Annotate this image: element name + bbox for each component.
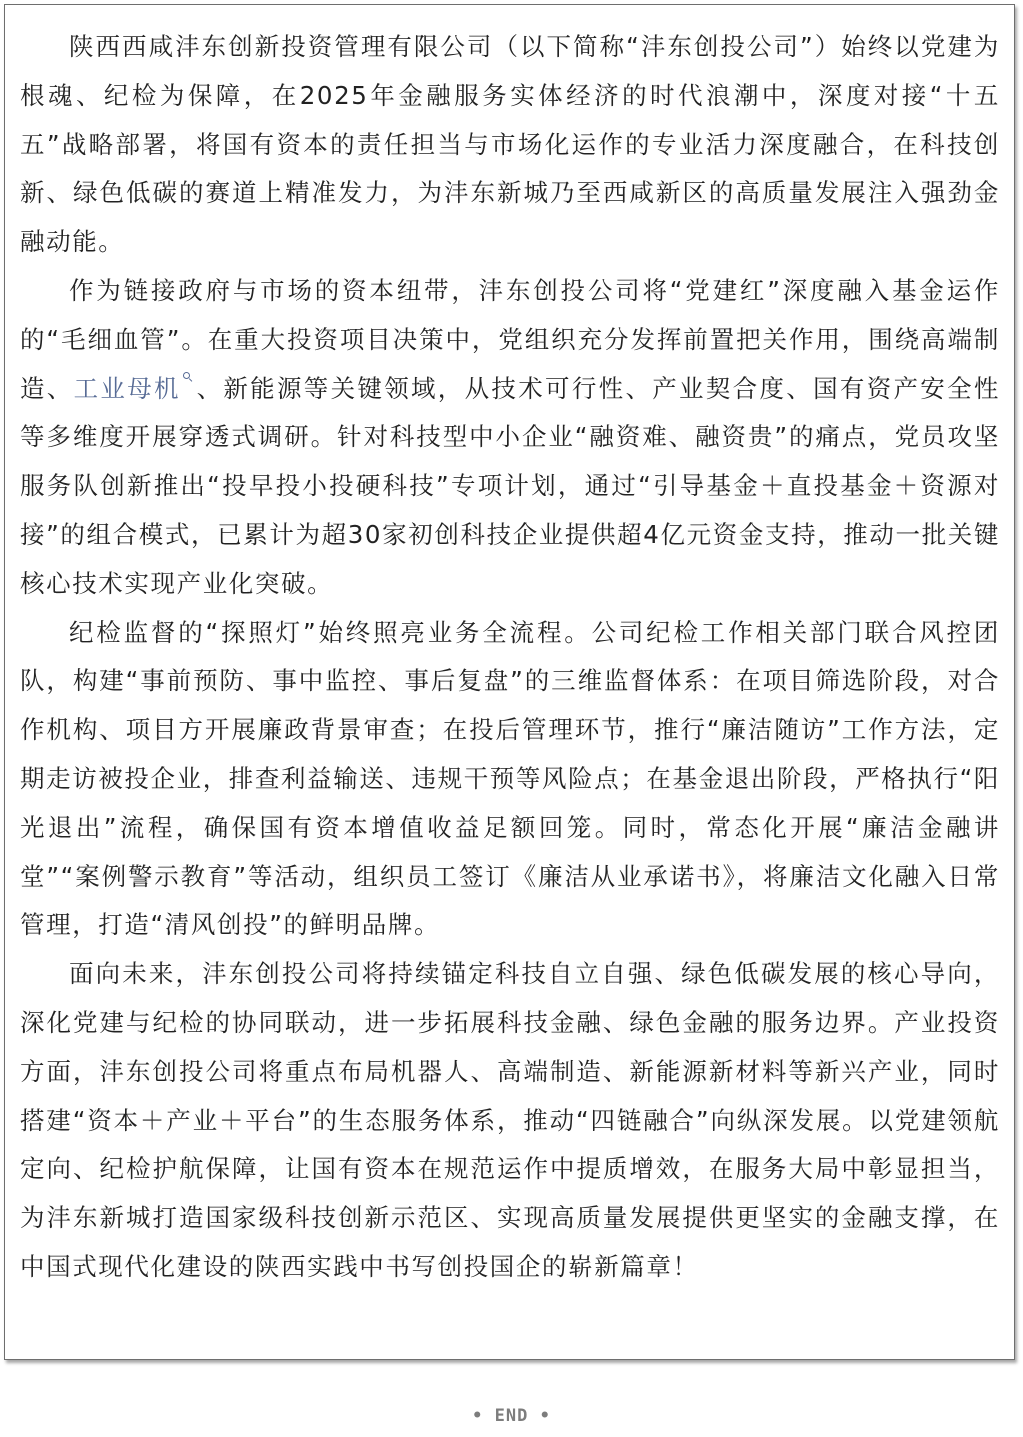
- paragraph-2-text-after: 、新能源等关键领域，从技术可行性、产业契合度、国有资产安全性等多维度开展穿透式调研。针对科技型中小企业“融资难、融资贵”的痛点，党员攻坚服务队创新推出“投早投小投硬科技”专项计划，通过“引导基金＋直投基金＋资源对接”的组合模式，已累计为超30家初创科技企业提供超4亿元资金支持，推动一批关键核心技术实现产业化突破。: [20, 373, 1001, 598]
- article-paragraph-4: 面向未来，沣东创投公司将持续锚定科技自立自强、绿色低碳发展的核心导向，深化党建与纪检的协同联动，进一步拓展科技金融、绿色金融的服务边界。产业投资方面，沣东创投公司将重点布局机器人、高端制造、新能源新材料等新兴产业，同时搭建“资本＋产业＋平台”的生态服务体系，推动“四链融合”向纵深发展。以党建领航定向、纪检护航保障，让国有资本在规范运作中提质增效，在服务大局中彰显担当，为沣东新城打造国家级科技创新示范区、实现高质量发展提供更坚实的金融支撑，在中国式现代化建设的陕西实践中书写创投国企的崭新篇章！: [20, 959, 1000, 1281]
- search-icon[interactable]: [183, 372, 194, 383]
- article-container: [4, 4, 1015, 1360]
- keyword-search-link[interactable]: 工业母机: [73, 373, 181, 403]
- article-paragraph-3: 纪检监督的“探照灯”始终照亮业务全流程。公司纪检工作相关部门联合风控团队，构建“事前预防、事中监控、事后复盘”的三维监督体系：在项目筛选阶段，对合作机构、项目方开展廉政背景审查；在投后管理环节，推行“廉洁随访”工作方法，定期走访被投企业，排查利益输送、违规干预等风险点；在基金退出阶段，严格执行“阳光退出”流程，确保国有资本增值收益足额回笼。同时，常态化开展“廉洁金融讲堂”“案例警示教育”等活动，组织员工签订《廉洁从业承诺书》，将廉洁文化融入日常管理，打造“清风创投”的鲜明品牌。: [20, 617, 1000, 940]
- article-paragraph-1: 陕西西咸沣东创新投资管理有限公司（以下简称“沣东创投公司”）始终以党建为根魂、纪检为保障，在2025年金融服务实体经济的时代浪潮中，深度对接“十五五”战略部署，将国有资本的责任担当与市场化运作的专业活力深度融合，在科技创新、绿色低碳的赛道上精准发力，为沣东新城乃至西咸新区的高质量发展注入强劲金融动能。: [20, 32, 1000, 257]
- end-marker: • END •: [472, 1406, 551, 1426]
- article-paragraph-2: [20, 267, 1000, 609]
- paragraph-2-text-before: 作为链接政府与市场的资本纽带，沣东创投公司将“党建红”深度融入基金运作的“毛细血管”。在重大投资项目决策中，党组织充分发挥前置把关作用，围绕高端制造、: [20, 275, 1000, 403]
